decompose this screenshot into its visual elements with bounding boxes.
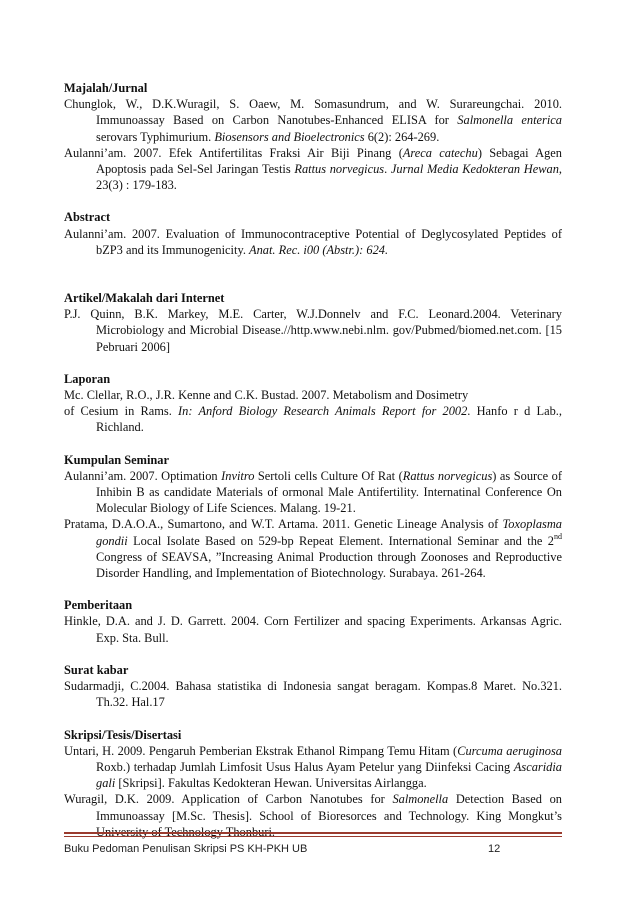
section-abstract bbox=[64, 209, 562, 258]
reference-list bbox=[64, 80, 562, 840]
footer-rule-thin bbox=[64, 836, 562, 837]
ref-italic: Invitro bbox=[221, 468, 255, 483]
ref-text: Wuragil, D.K. 2009. Application of Carbon Nanotubes for bbox=[64, 792, 393, 807]
reference-entry: Sudarmadji, C.2004. Bahasa statistika di Indonesia sangat beragam. Kompas.8 Maret. No.321. Th.32. Hal.17 bbox=[64, 679, 562, 710]
section-heading: Surat kabar bbox=[64, 662, 129, 677]
ref-text: Aulanni’am. 2007. Evaluation of Immunocontraceptive Potential of Deglycosylated Peptides of bZP3 and its Immunogenicity. bbox=[64, 226, 562, 257]
section-majalah bbox=[64, 80, 562, 193]
ref-text: Aulanni’am. 2007. Efek Antifertilitas Fraksi Air Biji Pinang ( bbox=[64, 145, 403, 160]
footer-title: Buku Pedoman Penulisan Skripsi PS KH-PKH UB bbox=[64, 843, 308, 855]
ref-italic: Jurnal Media Kedokteran Hewan bbox=[390, 162, 559, 177]
reference-entry bbox=[64, 516, 562, 581]
reference-entry: Hinkle, D.A. and J. D. Garrett. 2004. Corn Fertilizer and spacing Experiments. Arkansas Agric. Exp. Sta. Bull. bbox=[64, 614, 562, 645]
ref-text: . bbox=[384, 162, 391, 177]
ref-italic: In: Anford Biology Research Animals Report for 2002 bbox=[178, 404, 468, 419]
ordinal-superscript: nd bbox=[554, 531, 562, 541]
section-heading: Pemberitaan bbox=[64, 598, 133, 613]
reference-entry bbox=[64, 743, 562, 792]
ref-text: . Hanfo r d Lab., Richland. bbox=[96, 404, 562, 435]
ref-text: Untari, H. 2009. Pengaruh Pemberian Ekstrak Ethanol Rimpang Temu Hitam ( bbox=[64, 743, 458, 758]
reference-line: Mc. Clellar, R.O., J.R. Kenne and C.K. Bustad. 2007. Metabolism and Dosimetry bbox=[64, 388, 469, 403]
ref-text: , 23(3) : 179-183. bbox=[96, 162, 562, 193]
ref-text: serovars Typhimurium. bbox=[96, 129, 215, 144]
section-heading: Artikel/Makalah dari Internet bbox=[64, 291, 225, 306]
ref-italic: Ascaridia gali bbox=[96, 759, 562, 791]
section-pemberitaan bbox=[64, 597, 562, 646]
footer-rule bbox=[64, 832, 562, 834]
ref-italic: Areca catechu bbox=[402, 145, 478, 160]
section-internet bbox=[64, 290, 562, 355]
reference-entry bbox=[64, 96, 562, 145]
ref-text: Roxb.) terhadap Jumlah Limfosit Usus Halus Ayam Petelur yang Diinfeksi Cacing bbox=[96, 759, 514, 774]
section-heading: Skripsi/Tesis/Disertasi bbox=[64, 727, 182, 742]
section-seminar bbox=[64, 452, 562, 582]
ref-italic: Salmonella enterica bbox=[457, 113, 562, 128]
reference-entry bbox=[64, 403, 562, 435]
section-skripsi bbox=[64, 727, 562, 840]
ref-text: 6(2): 264-269. bbox=[364, 129, 440, 144]
reference-entry bbox=[64, 145, 562, 194]
ref-italic: Rattus norvegicus bbox=[294, 162, 385, 177]
ref-text: of Cesium in Rams. bbox=[64, 404, 179, 419]
section-heading: Abstract bbox=[64, 210, 111, 225]
reference-entry: P.J. Quinn, B.K. Markey, M.E. Carter, W.J.Donnelv and F.C. Leonard.2004. Veterinary Microbiology and Microbial Disease.//http.www.nebi.nlm. gov/Pubmed/biomed.net.com. [15 Pebruari 2006] bbox=[64, 307, 562, 354]
ref-italic: Biosensors and Bioelectronics bbox=[214, 129, 365, 144]
ref-text: Local Isolate Based on 529-bp Repeat Element. International Seminar and the 2 bbox=[127, 533, 554, 548]
ref-text: Aulanni’am. 2007. Optimation bbox=[64, 468, 222, 483]
ref-text: Detection Based on Immunoassay [M.Sc. Thesis]. School of Bioresorces and Technology. King Mongkut’s University of Technology Thonburi. bbox=[96, 792, 562, 839]
ref-text: [Skripsi]. Fakultas Kedokteran Hewan. Universitas Airlangga. bbox=[115, 776, 427, 791]
section-heading: Laporan bbox=[64, 371, 111, 386]
page-number: 12 bbox=[488, 843, 501, 855]
ref-text: Pratama, D.A.O.A., Sumartono, and W.T. Artama. 2011. Genetic Lineage Analysis of bbox=[64, 517, 503, 532]
section-heading: Majalah/Jurnal bbox=[64, 81, 148, 95]
section-heading: Kumpulan Seminar bbox=[64, 452, 169, 467]
ref-text: Congress of SEAVSA, ”Increasing Animal Production through Zoonoses and Reproductive Disorder Handling, and Implementation of Biotechnology. Surabaya. 261-264. bbox=[96, 549, 562, 581]
ref-italic: Curcuma aeruginosa bbox=[457, 743, 563, 758]
reference-entry bbox=[64, 468, 562, 517]
ref-text: Sertoli cells Culture Of Rat ( bbox=[254, 468, 403, 483]
section-laporan bbox=[64, 371, 562, 436]
ref-text: Chunglok, W., D.K.Wuragil, S. Oaew, M. Somasundrum, and W. Surareungchai. 2010. Immunoassay Based on Carbon Nanotubes-Enhanced ELISA for bbox=[64, 97, 562, 128]
reference-entry bbox=[64, 226, 562, 258]
ref-italic: Anat. Rec. i00 (Abstr.): 624. bbox=[249, 242, 389, 257]
ref-italic: Rattus norvegicus bbox=[402, 468, 493, 483]
ref-text: ) Sebagai Agen Apoptosis pada Sel-Sel Jaringan Testis bbox=[96, 145, 563, 177]
ref-italic: Salmonella bbox=[392, 792, 449, 807]
section-suratkabar bbox=[64, 662, 562, 711]
ref-text: ) as Source of Inhibin B as candidate Materials of ormonal Male Antifertility. Internatinal Conference On Molecular Biology of Life Sciences. Malang. 19-21. bbox=[96, 468, 562, 516]
ref-italic: Toxoplasma gondii bbox=[96, 517, 562, 548]
